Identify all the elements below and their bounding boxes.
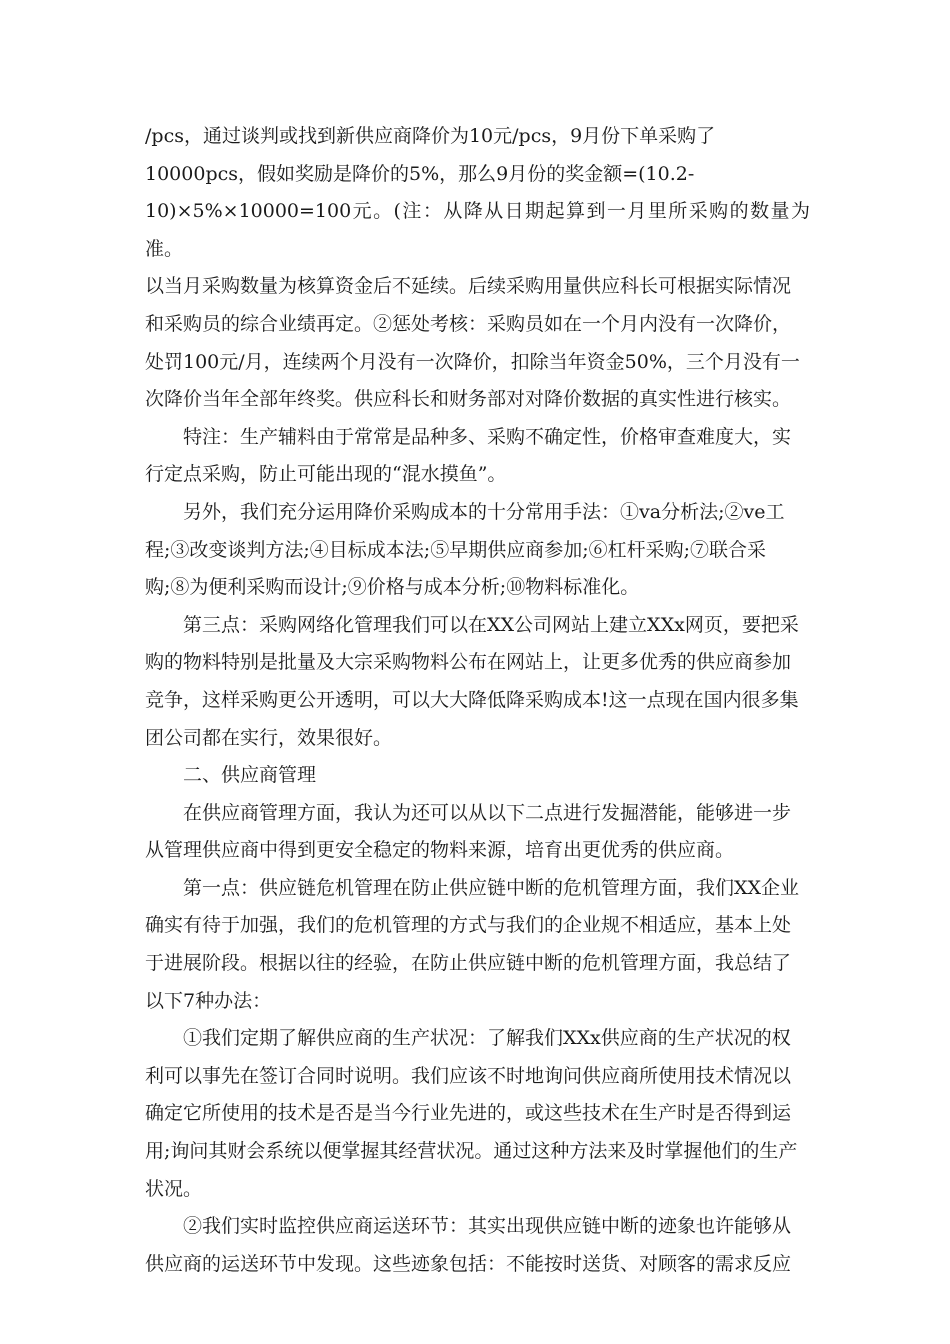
paragraph-reward-calculation [145, 118, 810, 419]
text-line: 另外，我们充分运用降价采购成本的十分常用手法：①va分析法;②ve工 [183, 500, 785, 523]
text-line: 次降价当年全部年终奖。供应科长和财务部对对降价数据的真实性进行核实。 [145, 388, 792, 411]
text-line: 二、供应商管理 [183, 764, 317, 787]
paragraph-special-note [145, 419, 810, 494]
text-line: 10000pcs，假如奖励是降价的5%，那么9月份的奖金额=(10.2- [145, 162, 695, 185]
text-line: 供应商的运送环节中发现。这些迹象包括：不能按时送货、对顾客的需求反应 [145, 1252, 792, 1275]
document-body [145, 118, 810, 1283]
paragraph-point-one-crisis [145, 870, 810, 1020]
text-line: 行定点采购，防止可能出现的“混水摸鱼”。 [145, 463, 507, 486]
paragraph-method-two [145, 1208, 810, 1283]
text-line: /pcs，通过谈判或找到新供应商降价为10元/pcs，9月份下单采购了 [145, 125, 716, 147]
text-line: 特注：生产辅料由于常常是品种多、采购不确定性，价格审查难度大，实 [183, 425, 792, 448]
text-line: ②我们实时监控供应商运送环节：其实出现供应链中断的迹象也许能够从 [183, 1215, 792, 1238]
text-line: 于进展阶段。根据以往的经验，在防止供应链中断的危机管理方面，我总结了 [145, 952, 792, 975]
section-heading-supplier-management [145, 757, 810, 795]
text-line: 确实有待于加强，我们的危机管理的方式与我们的企业规不相适应，基本上处 [145, 914, 792, 937]
text-line: 竞争，这样采购更公开透明，可以大大降低降采购成本!这一点现在国内很多集 [145, 688, 799, 711]
paragraph-method-one [145, 1020, 810, 1208]
text-line: 以当月采购数量为核算资金后不延续。后续采购用量供应科长可根据实际情况 [145, 275, 792, 298]
text-line: 购的物料特别是批量及大宗采购物料公布在网站上，让更多优秀的供应商参加 [145, 651, 792, 674]
text-line: 以下7种办法： [145, 989, 272, 1012]
text-line: 确定它所使用的技术是否是当今行业先进的，或这些技术在生产时是否得到运 [145, 1102, 792, 1125]
paragraph-supplier-intro [145, 795, 810, 870]
text-line: 第一点：供应链危机管理在防止供应链中断的危机管理方面，我们XX企业 [183, 876, 800, 899]
text-line: ①我们定期了解供应商的生产状况：了解我们XXx供应商的生产状况的权 [183, 1027, 791, 1050]
text-line: 团公司都在实行，效果很好。 [145, 726, 393, 749]
text-line: 购;⑧为便利采购而设计;⑨价格与成本分析;⑩物料标准化。 [145, 576, 640, 599]
paragraph-point-three [145, 607, 810, 757]
text-line: 在供应商管理方面，我认为还可以从以下二点进行发掘潜能，能够进一步 [183, 801, 792, 824]
text-line: 用;询问其财会系统以便掌握其经营状况。通过这种方法来及时掌握他们的生产 [145, 1140, 798, 1163]
text-line: 程;③改变谈判方法;④目标成本法;⑤早期供应商参加;⑥杠杆采购;⑦联合采 [145, 538, 767, 561]
text-line: 10)×5%×10000=100元。(注：从降从日期起算到一月里所采购的数量为准。 [145, 200, 810, 260]
text-line: 状况。 [145, 1177, 203, 1200]
text-line: 利可以事先在签订合同时说明。我们应该不时地询问供应商所使用技术情况以 [145, 1064, 792, 1087]
text-line: 第三点：采购网络化管理我们可以在XX公司网站上建立XXx网页，要把采 [183, 613, 799, 636]
paragraph-cost-methods [145, 494, 810, 607]
text-line: 从管理供应商中得到更安全稳定的物料来源，培育出更优秀的供应商。 [145, 839, 735, 862]
text-line: 处罚100元/月，连续两个月没有一次降价，扣除当年资金50%，三个月没有一 [145, 350, 800, 373]
text-line: 和采购员的综合业绩再定。②惩处考核：采购员如在一个月内没有一次降价， [145, 312, 792, 335]
